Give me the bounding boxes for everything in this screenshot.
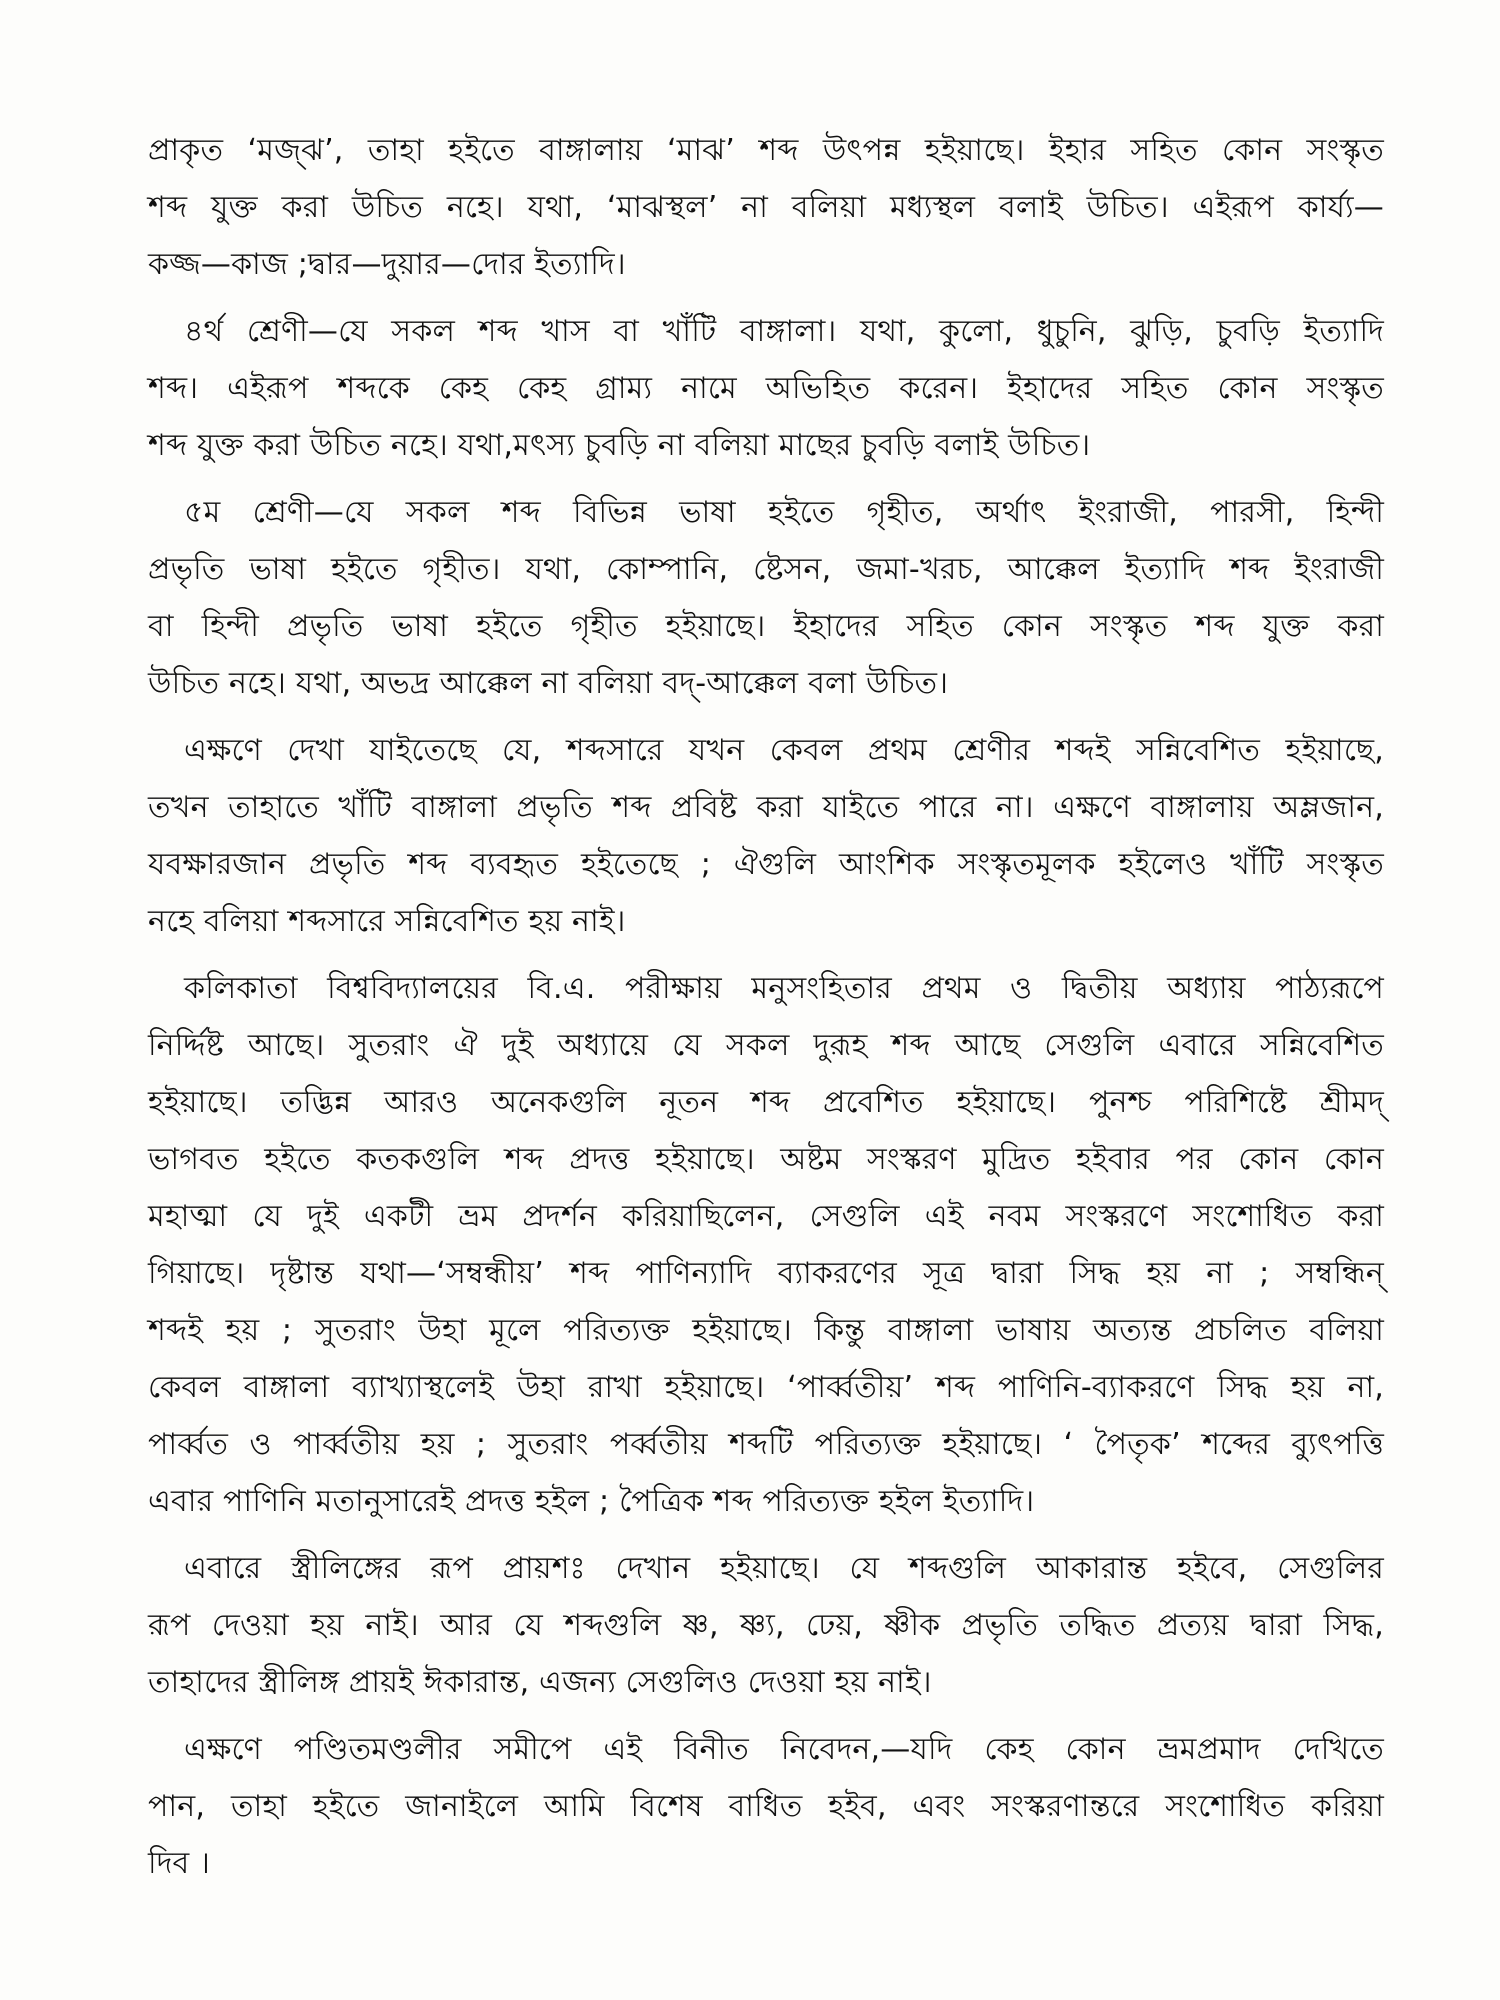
- text-line: শব্দ যুক্ত করা উচিত নহে। যথা,মৎস্য চুবড়ি না বলিয়া মাছের চুবড়ি বলাই উচিত।: [148, 428, 1091, 463]
- text-line: শব্দ। এইরূপ শব্দকে কেহ কেহ গ্রাম্য নামে অভিহিত করেন। ইহাদের সহিত কোন সংস্কৃত: [148, 371, 1384, 406]
- paragraph: [148, 1540, 1384, 1711]
- text-line: এবার পাণিনি মতানুসারেই প্রদত্ত হইল ; পৈত্রিক শব্দ পরিত্যক্ত হইল ইত্যাদি।: [148, 1484, 1035, 1519]
- text-line: বা হিন্দী প্রভৃতি ভাষা হইতে গৃহীত হইয়াছে। ইহাদের সহিত কোন সংস্কৃত শব্দ যুক্ত করা: [148, 609, 1384, 644]
- text-line: মহাত্মা যে দুই একটী ভ্রম প্রদর্শন করিয়াছিলেন, সেগুলি এই নবম সংস্করণে সংশোধিত করা: [148, 1199, 1384, 1234]
- text-line: এক্ষণে পণ্ডিতমণ্ডলীর সমীপে এই বিনীত নিবেদন,—যদি কেহ কোন ভ্রমপ্রমাদ দেখিতে: [184, 1732, 1384, 1767]
- text-line: প্রভৃতি ভাষা হইতে গৃহীত। যথা, কোম্পানি, ষ্টেসন, জমা-খরচ, আক্কেল ইত্যাদি শব্দ ইংরাজী: [148, 552, 1384, 587]
- text-line: ৫ম শ্রেণী—যে সকল শব্দ বিভিন্ন ভাষা হইতে গৃহীত, অর্থাৎ ইংরাজী, পারসী, হিন্দী: [184, 495, 1384, 530]
- text-line: প্রাকৃত ‘মজ্‌ঝ’, তাহা হইতে বাঙ্গালায় ‘মাঝ’ শব্দ উৎপন্ন হইয়াছে। ইহার সহিত কোন সংস্কৃত: [148, 133, 1384, 168]
- text-line: যবক্ষারজান প্রভৃতি শব্দ ব্যবহৃত হইতেছে ; ঐগুলি আংশিক সংস্কৃতমূলক হইলেও খাঁটি সংস্কৃত: [148, 847, 1384, 882]
- text-line: তাহাদের স্ত্রীলিঙ্গ প্রায়ই ঈকারান্ত, এজন্য সেগুলিও দেওয়া হয় নাই।: [148, 1665, 932, 1700]
- paragraph: [148, 303, 1384, 474]
- text-line: শব্দ যুক্ত করা উচিত নহে। যথা, ‘মাঝস্থল’ না বলিয়া মধ্যস্থল বলাই উচিত। এইরূপ কার্য্য—: [148, 190, 1384, 225]
- paragraph: [148, 484, 1384, 712]
- paragraph: [148, 1721, 1384, 1892]
- text-line: কলিকাতা বিশ্ববিদ্যালয়ের বি.এ. পরীক্ষায় মনুসংহিতার প্রথম ও দ্বিতীয় অধ্যায় পাঠ্যরূপে: [184, 971, 1384, 1006]
- text-line: নহে বলিয়া শব্দসারে সন্নিবেশিত হয় নাই।: [148, 904, 626, 939]
- text-line: এবারে স্ত্রীলিঙ্গের রূপ প্রায়শঃ দেখান হইয়াছে। যে শব্দগুলি আকারান্ত হইবে, সেগুলির: [184, 1551, 1384, 1586]
- text-line: ৪র্থ শ্রেণী—যে সকল শব্দ খাস বা খাঁটি বাঙ্গালা। যথা, কুলো, ধুচুনি, ঝুড়ি, চুবড়ি ইত্যাদি: [184, 314, 1384, 349]
- text-line: শব্দই হয় ; সুতরাং উহা মূলে পরিত্যক্ত হইয়াছে। কিন্তু বাঙ্গালা ভাষায় অত্যন্ত প্রচলিত বলিয়া: [148, 1313, 1384, 1348]
- text-line: রূপ দেওয়া হয় নাই। আর যে শব্দগুলি ষ্ণ, ষ্ণ্য, ঢেয়, ষ্ণীক প্রভৃতি তদ্ধিত প্রত্যয় দ্বারা সিদ্ধ,: [148, 1608, 1384, 1643]
- text-line: কজ্জ—কাজ ;দ্বার—দুয়ার—দোর ইত্যাদি।: [148, 247, 626, 282]
- text-line: দিব ।: [148, 1846, 211, 1881]
- text-line: নির্দ্দিষ্ট আছে। সুতরাং ঐ দুই অধ্যায়ে যে সকল দুরূহ শব্দ আছে সেগুলি এবারে সন্নিবেশিত: [148, 1028, 1384, 1063]
- paragraph: [148, 722, 1384, 950]
- text-line: ভাগবত হইতে কতকগুলি শব্দ প্রদত্ত হইয়াছে। অষ্টম সংস্করণ মুদ্রিত হইবার পর কোন কোন: [148, 1142, 1384, 1177]
- text-line: পান, তাহা হইতে জানাইলে আমি বিশেষ বাধিত হইব, এবং সংস্করণান্তরে সংশোধিত করিয়া: [148, 1789, 1384, 1824]
- text-line: এক্ষণে দেখা যাইতেছে যে, শব্দসারে যখন কেবল প্রথম শ্রেণীর শব্দই সন্নিবেশিত হইয়াছে,: [184, 733, 1384, 768]
- text-line: হইয়াছে। তদ্ভিন্ন আরও অনেকগুলি নূতন শব্দ প্রবেশিত হইয়াছে। পুনশ্চ পরিশিষ্টে শ্রীমদ্: [148, 1085, 1384, 1120]
- body-text: [148, 122, 1384, 1892]
- text-line: গিয়াছে। দৃষ্টান্ত যথা—‘সম্বন্ধীয়’ শব্দ পাণিন্যাদি ব্যাকরণের সূত্র দ্বারা সিদ্ধ হয় না ; সম্বন্ধিন্: [148, 1256, 1384, 1291]
- text-line: তখন তাহাতে খাঁটি বাঙ্গালা প্রভৃতি শব্দ প্রবিষ্ট করা যাইতে পারে না। এক্ষণে বাঙ্গালায় অম্লজান,: [148, 790, 1384, 825]
- text-line: উচিত নহে। যথা, অভদ্র আক্কেল না বলিয়া বদ্-আক্কেল বলা উচিত।: [148, 666, 949, 701]
- paragraph: [148, 960, 1384, 1530]
- text-line: কেবল বাঙ্গালা ব্যাখ্যাস্থলেই উহা রাখা হইয়াছে। ‘পার্ব্বতীয়’ শব্দ পাণিনি-ব্যাকরণে সিদ্ধ হয় না,: [148, 1370, 1384, 1405]
- paragraph: [148, 122, 1384, 293]
- text-line: পার্ব্বত ও পার্ব্বতীয় হয় ; সুতরাং পর্ব্বতীয় শব্দটি পরিত্যক্ত হইয়াছে। ‘ পৈতৃক’ শব্দের ব্যুৎপত্তি: [148, 1427, 1384, 1462]
